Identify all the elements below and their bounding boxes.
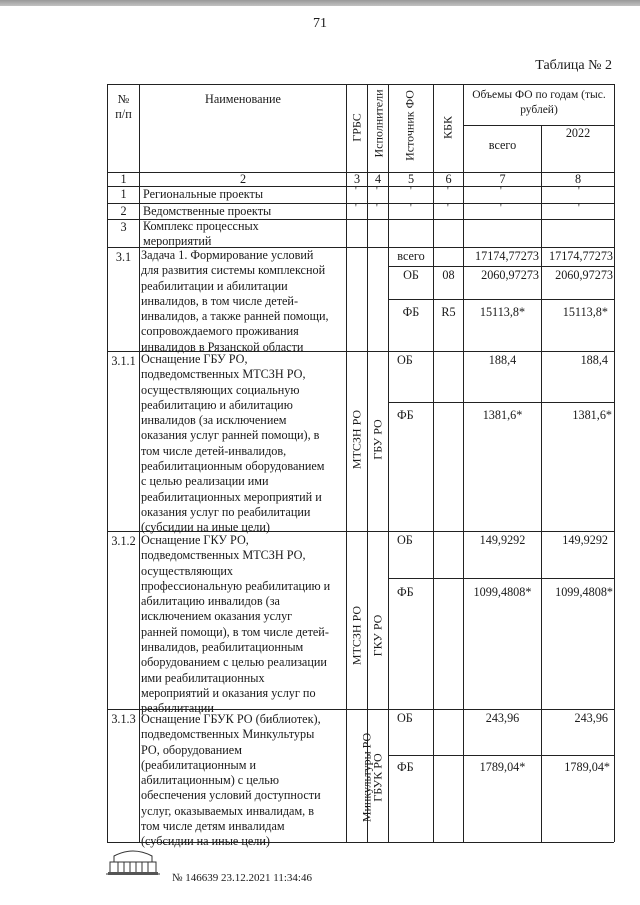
total-cell: 188,4 (488, 353, 517, 367)
document-stamp-text: № 146639 23.12.2021 11:34:46 (172, 872, 312, 884)
total-cell: 1789,04* (479, 760, 526, 774)
source-cell: ФБ (397, 585, 414, 599)
empty-mark: ' (376, 186, 378, 197)
grbs-cell: МТСЗН РО (349, 605, 364, 666)
total-cell: 2060,97273 (481, 268, 539, 282)
row-name: Оснащение ГБУК РО (библиотек), подведомственных Минкультуры РО, оборудованием (реабилитационным и абилитационным) с целью обеспечения условий доступности услуг, оказываемых инвалидам, в том числе детям инвалидам (субсидии на иные цели) (141, 712, 321, 849)
executor-cell: ГБУК РО (370, 753, 385, 802)
empty-mark: ' (500, 186, 502, 197)
header-name: Наименование (205, 92, 281, 106)
total-cell: 1099,4808* (473, 585, 532, 599)
col-number: 4 (374, 172, 382, 186)
row-num: 1 (120, 187, 127, 201)
total-cell: 15113,8* (479, 305, 526, 319)
empty-mark: ' (578, 186, 580, 197)
total-cell: 17174,77273 (475, 249, 539, 263)
source-cell: ФБ (397, 760, 414, 774)
col-number: 5 (407, 172, 415, 186)
total-cell: 149,9292 (479, 533, 526, 547)
table-title: Таблица № 2 (535, 58, 612, 73)
row-num: 3.1 (115, 250, 132, 264)
source-cell: всего (397, 249, 425, 263)
kbk-cell: 08 (442, 268, 455, 282)
empty-mark: ' (500, 203, 502, 214)
page-number: 71 (313, 16, 327, 31)
row-num: 3.1.2 (111, 534, 136, 548)
year-cell: 15113,8* (562, 305, 608, 319)
total-cell: 243,96 (485, 711, 520, 725)
year-cell: 243,96 (574, 711, 608, 725)
row-num: 2 (120, 204, 127, 218)
empty-mark: ' (355, 203, 357, 214)
row-name: Задача 1. Формирование условий для развития системы комплексной реабилитации и абилитации инвалидов, в том числе детей- инвалидов, а также ранней помощи, сопровождаемого проживания инвалидов в Рязанской области (141, 248, 329, 354)
year-cell: 1789,04* (564, 760, 610, 774)
col-number: 1 (120, 172, 127, 186)
header-year: 2022 (565, 126, 591, 140)
empty-mark: ' (410, 203, 412, 214)
source-cell: ОБ (403, 268, 419, 282)
header-grbs: ГРБС (349, 113, 364, 142)
empty-mark: ' (447, 186, 449, 197)
empty-mark: ' (376, 203, 378, 214)
row-name: Региональные проекты (143, 187, 264, 201)
header-num: № п/п (115, 92, 132, 122)
year-cell: 1381,6* (572, 408, 612, 422)
header-executors: Исполнители (371, 89, 386, 158)
empty-mark: ' (578, 203, 580, 214)
scan-top-edge (0, 0, 640, 6)
row-name: Ведомственные проекты (143, 204, 272, 218)
empty-mark: ' (355, 186, 357, 197)
empty-mark: ' (447, 203, 449, 214)
source-cell: ОБ (397, 353, 413, 367)
col-number: 3 (353, 172, 361, 186)
col-number: 6 (445, 172, 452, 186)
col-number: 2 (239, 172, 247, 186)
col-number: 8 (574, 172, 582, 186)
header-source: Источник ФО (402, 90, 417, 161)
header-kbk: КБК (440, 116, 455, 139)
source-cell: ФБ (402, 305, 420, 319)
source-cell: ОБ (397, 711, 413, 725)
year-cell: 1099,4808* (555, 585, 613, 599)
total-cell: 1381,6* (482, 408, 523, 422)
year-cell: 188,4 (580, 353, 608, 367)
executor-cell: ГКУ РО (370, 614, 385, 657)
grbs-cell: Минкультуры РО (359, 732, 374, 823)
year-cell: 2060,97273 (555, 268, 613, 282)
col-number: 7 (499, 172, 506, 186)
year-cell: 17174,77273 (549, 249, 613, 263)
header-volumes: Объемы ФО по годам (тыс. рублей) (472, 89, 606, 117)
row-num: 3.1.3 (111, 712, 136, 726)
year-cell: 149,9292 (562, 533, 608, 547)
row-name: Оснащение ГБУ РО, подведомственных МТСЗН РО, осуществляющих социальную реабилитацию и абилитацию инвалидов (за исключением оказания услуг ранней помощи), в том числе детей-инвалидов, реабилитационным оборудованием с целью реализации ими реабилитационных мероприятий и оказания услуг по реабилитации (субсидии на иные цели) (141, 352, 325, 535)
executor-cell: ГБУ РО (370, 419, 385, 460)
source-cell: ФБ (397, 408, 414, 422)
header-total: всего (488, 138, 517, 152)
row-name: Оснащение ГКУ РО, подведомственных МТСЗН РО, осуществляющих профессиональную реабилитацию и абилитацию инвалидов (за исключением оказания услуг ранней помощи), в том числе детей- инвалидов, реабилитационным оборудованием с целью реализации ими реабилитационных мероприятий и оказания услуг по реабилитации (141, 533, 331, 716)
grbs-cell: МТСЗН РО (349, 409, 364, 470)
row-name: Комплекс процессных мероприятий (143, 219, 259, 249)
row-num: 3 (120, 220, 127, 234)
empty-mark: ' (410, 186, 412, 197)
kbk-cell: R5 (441, 305, 456, 319)
seal-stamp-icon (104, 848, 162, 876)
row-num: 3.1.1 (111, 354, 136, 368)
source-cell: ОБ (397, 533, 413, 547)
